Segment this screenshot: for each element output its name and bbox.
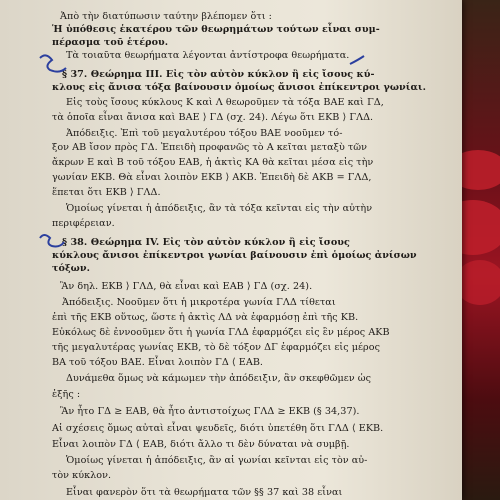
text-line: Εἶναι λοιπὸν ΓΔ ⟨ ΕΑΒ, διότι ἄλλο τι δὲν δύναται νὰ συμβῇ. — [52, 439, 350, 450]
text-line: ἄκρων Ε καὶ Β τοῦ τόξου ΕΑΒ, ἡ ἀκτὶς ΚΑ θὰ κεῖται μέσα εἰς τὴν — [52, 157, 374, 168]
text-line: Ἀπὸ τὴν διατύπωσιν ταύτην βλέπομεν ὅτι : — [60, 11, 272, 22]
pen-underline-mark — [350, 56, 364, 64]
text-line: Δυνάμεθα ὅμως νὰ κάμωμεν τὴν ἀπόδειξιν, ἂν σκεφθῶμεν ὡς — [66, 373, 372, 384]
pen-mark-37 — [40, 55, 66, 71]
text-line: τὰ ὁποῖα εἶναι ἄνισα καὶ ΒΑΕ ⟩ ΓΔ (σχ. 24). Λέγω ὅτι ΕΚΒ ⟩ ΓΛΔ. — [52, 112, 374, 123]
text-line: Ὁμοίως γίνεται ἡ ἀπόδειξις, ἂν τὰ τόξα κεῖνται εἰς τὴν αὐτὴν — [66, 203, 373, 214]
text-line: τόξων. — [52, 263, 90, 274]
text-line: Ἀπόδειξις. Νοοῦμεν ὅτι ἡ μικροτέρα γωνία ΓΛΔ τίθεται — [62, 297, 336, 308]
text-line: πέρασμα τοῦ ἑτέρου. — [52, 37, 169, 48]
text-line: περιφέρειαν. — [52, 218, 115, 229]
text-line: ξον ΑΒ ἴσον πρὸς ΓΔ. Ἐπειδὴ προφανῶς τὸ Α κεῖται μεταξὺ τῶν — [52, 142, 368, 153]
text-line: κλους εἰς ἄνισα τόξα βαίνουσιν ὁμοίως ἄνισοι ἐπίκεντροι γωνίαι. — [52, 82, 426, 93]
text-line: ἐπὶ τῆς ΕΚΒ οὕτως, ὥστε ἡ ἀκτὶς ΛΔ νὰ ἐφαρμόσῃ ἐπὶ τῆς ΚΒ. — [52, 312, 359, 323]
text-line: Εἰς τοὺς ἴσους κύκλους Κ καὶ Λ θεωροῦμεν τὰ τόξα ΒΑΕ καὶ ΓΔ, — [66, 97, 384, 108]
text-line: Αἱ σχέσεις ὅμως αὐταὶ εἶναι ψευδεῖς, διότι ὑπετέθη ὅτι ΓΛΔ ⟨ ΕΚΒ. — [52, 423, 384, 434]
pen-mark-38 — [40, 235, 64, 247]
text-line: Ἀπόδειξις. Ἐπὶ τοῦ μεγαλυτέρου τόξου ΒΑΕ νοοῦμεν τό- — [66, 128, 343, 139]
text-line: τὸν κύκλον. — [52, 470, 112, 481]
text-line: ΒΑ τοῦ τόξου ΒΑΕ. Εἶναι λοιπὸν ΓΔ ⟨ ΕΑΒ. — [52, 357, 264, 368]
text-line: τῆς μεγαλυτέρας γωνίας ΕΚΒ, τὸ δὲ τόξον ΔΓ ἐφαρμόζει εἰς μέρος — [52, 342, 380, 353]
theorem-heading: § 38. Θεώρημα IV. Εἰς τὸν αὐτὸν κύκλον ἢ εἰς ἴσους — [62, 237, 350, 248]
text-line: Ἂν δηλ. ΕΚΒ ⟩ ΓΛΔ, θὰ εἶναι καὶ ΕΑΒ ⟩ ΓΔ (σχ. 24). — [60, 281, 313, 292]
text-line: Ὁμοίως γίνεται ἡ ἀπόδειξις, ἂν αἱ γωνίαι κεῖνται εἰς τὸν αὐ- — [66, 455, 368, 466]
text-line: Εὐκόλως δὲ ἐννοοῦμεν ὅτι ἡ γωνία ΓΛΔ ἐφαρμόζει εἰς ἓν μέρος ΑΚΒ — [52, 327, 390, 338]
text-line: Τὰ τοιαῦτα θεωρήματα λέγονται ἀντίστροφα θεωρήματα. — [66, 50, 350, 61]
theorem-heading: § 37. Θεώρημα III. Εἰς τὸν αὐτὸν κύκλον ἢ εἰς ἴσους κύ- — [62, 69, 375, 80]
text-line: γωνίαν ΕΚΒ. Θὰ εἶναι λοιπὸν ΕΚΒ ⟩ ΑΚΒ. Ἐπειδὴ δὲ ΑΚΒ = ΓΛΔ, — [52, 172, 372, 183]
text-line: Εἶναι φανερὸν ὅτι τὰ θεωρήματα τῶν §§ 37 καὶ 38 εἶναι — [66, 487, 343, 498]
text-line: ἕπεται ὅτι ΕΚΒ ⟩ ΓΛΔ. — [52, 187, 161, 198]
text-line: ἑξῆς : — [52, 389, 81, 400]
text-line: κύκλους ἄνισοι ἐπίκεντροι γωνίαι βαίνουσιν ἐπὶ ὁμοίως ἀνίσων — [52, 250, 417, 261]
text-line: Ἂν ἦτο ΓΔ ≥ ΕΑΒ, θὰ ἦτο ἀντιστοίχως ΓΛΔ ≥ ΕΚΒ (§ 34,37). — [60, 406, 360, 417]
text-line: Ἡ ὑπόθεσις ἑκατέρου τῶν θεωρημάτων τούτων εἶναι συμ- — [52, 24, 380, 35]
